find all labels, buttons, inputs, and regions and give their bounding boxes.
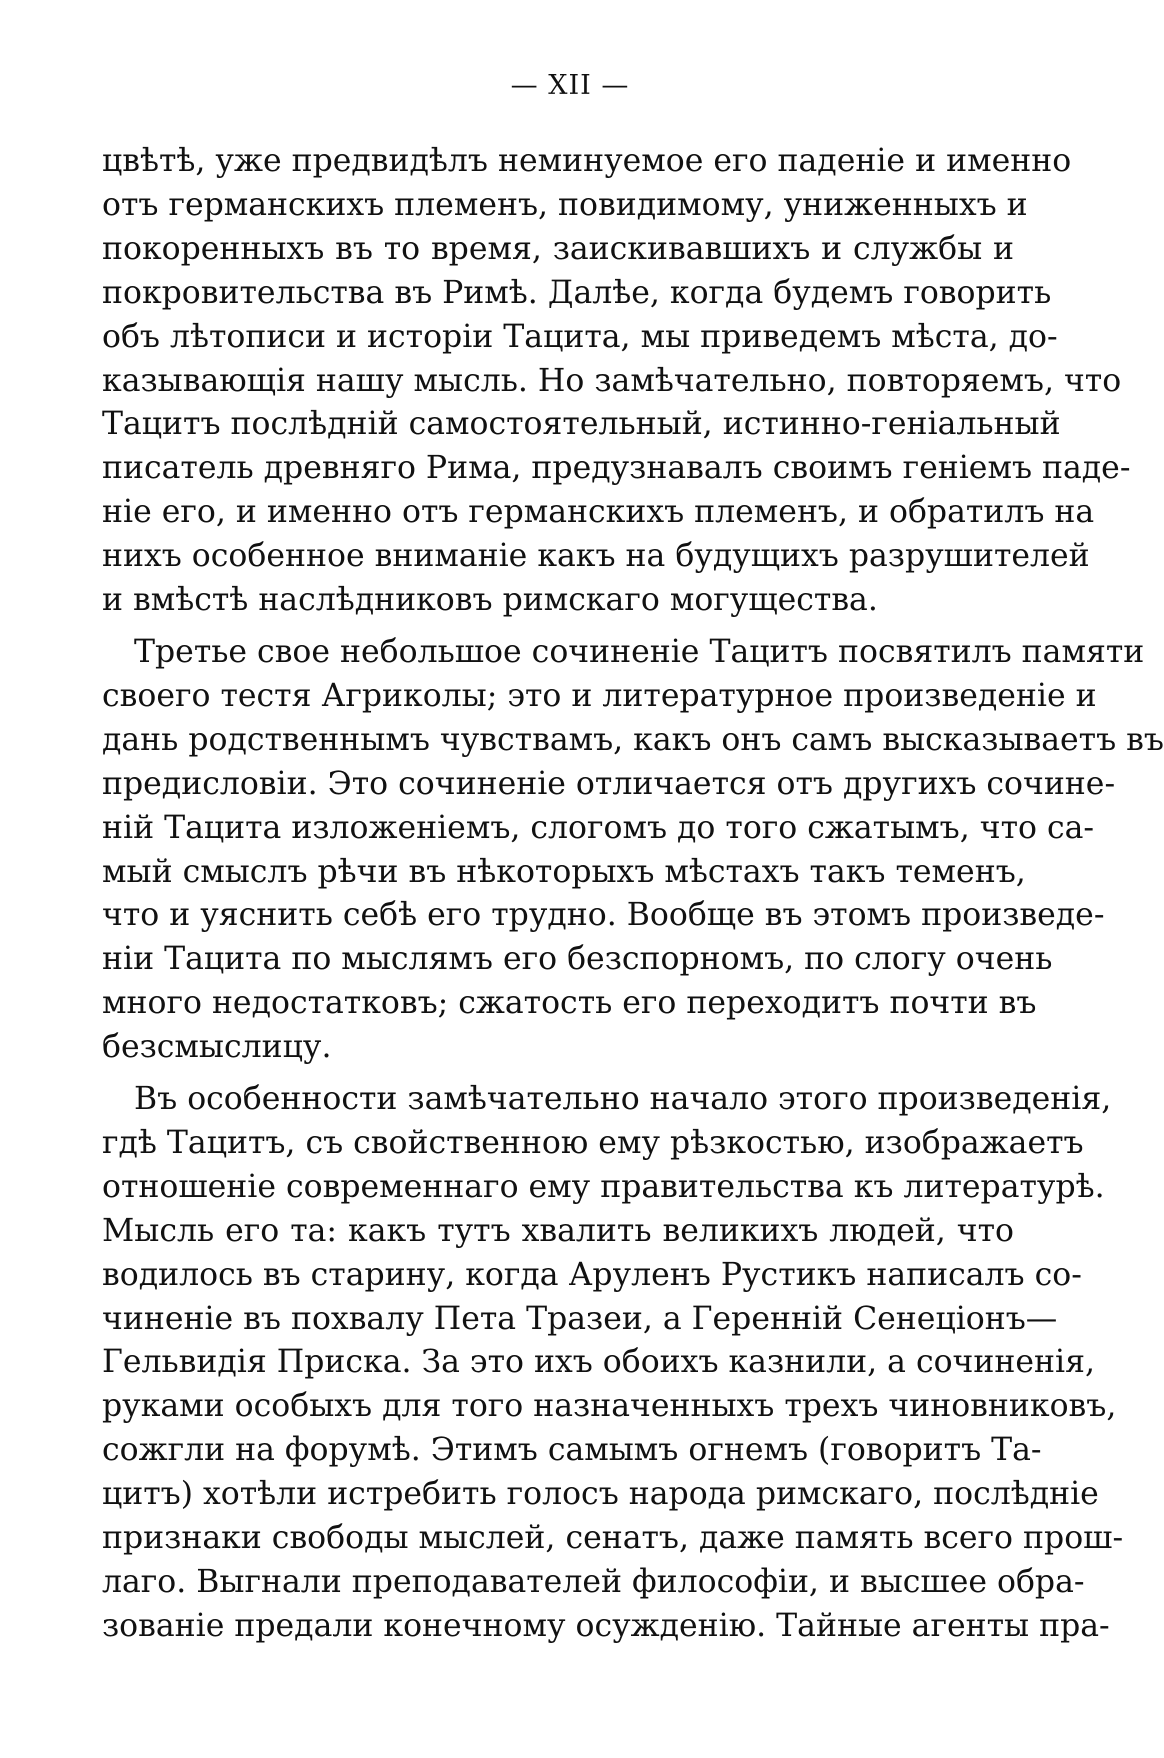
text-line: цвѣтѣ, уже предвидѣлъ неминуемое его паденіе и именно xyxy=(102,143,1072,179)
page-number-header: — XII — xyxy=(510,70,630,101)
text-line: цитъ) хотѣли истребить голосъ народа римскаго, послѣдніе xyxy=(102,1476,1099,1513)
text-line: отъ германскихъ племенъ, повидимому, униженныхъ и xyxy=(102,186,1028,223)
text-line: безсмыслицу. xyxy=(102,1029,332,1066)
text-line: ній Тацита изложеніемъ, слогомъ до того сжатымъ, что са- xyxy=(102,809,1095,846)
text-line: Мысль его та: какъ тутъ хвалить великихъ людей, что xyxy=(102,1212,1014,1249)
text-line: нихъ особенное вниманіе какъ на будущихъ разрушителей xyxy=(102,538,1090,575)
text-line: своего тестя Агриколы; это и литературное произведеніе и xyxy=(102,677,1097,714)
paragraph-1 xyxy=(102,140,1131,623)
text-line: отношеніе современнаго ему правительства къ литературѣ. xyxy=(102,1168,1105,1205)
text-line: писатель древняго Рима, предузнавалъ своимъ геніемъ паде- xyxy=(102,450,1131,487)
text-line: казывающія нашу мысль. Но замѣчательно, повторяемъ, что xyxy=(102,362,1122,399)
page-body xyxy=(102,140,1164,1649)
text-line: Третье свое небольшое сочиненіе Тацитъ посвятилъ памяти xyxy=(134,633,1145,670)
text-line: много недостатковъ; сжатость его переходитъ почти въ xyxy=(102,985,1037,1022)
text-line: что и уяснить себѣ его трудно. Вообще въ этомъ произведе- xyxy=(102,897,1105,934)
paragraph-2 xyxy=(102,631,1164,1070)
text-line: и вмѣстѣ наслѣдниковъ римскаго могущества. xyxy=(102,582,878,619)
text-line: Въ особенности замѣчательно начало этого произведенія, xyxy=(134,1081,1112,1118)
paragraph-3 xyxy=(102,1078,1124,1649)
text-line: признаки свободы мыслей, сенатъ, даже память всего прош- xyxy=(102,1520,1124,1557)
text-line: мый смыслъ рѣчи въ нѣкоторыхъ мѣстахъ такъ теменъ, xyxy=(102,853,1026,890)
text-line: чиненіе въ похвалу Пета Тразеи, а Геренній Сенеціонъ— xyxy=(102,1300,1058,1337)
text-line: объ лѣтописи и исторіи Тацита, мы приведемъ мѣста, до- xyxy=(102,318,1058,355)
text-line: дань родственнымъ чувствамъ, какъ онъ самъ высказываетъ въ xyxy=(102,721,1164,758)
text-line: Гельвидія Приска. За это ихъ обоихъ казнили, а сочиненія, xyxy=(102,1344,1095,1381)
text-line: покровительства въ Римѣ. Далѣе, когда будемъ говорить xyxy=(102,274,1052,311)
text-line: предисловіи. Это сочиненіе отличается отъ другихъ сочине- xyxy=(102,765,1116,802)
text-line: Тацитъ послѣдній самостоятельный, истинно-геніальный xyxy=(102,406,1061,443)
text-line: ніи Тацита по мыслямъ его безспорномъ, по слогу очень xyxy=(102,941,1053,978)
text-line: гдѣ Тацитъ, съ свойственною ему рѣзкостью, изображаетъ xyxy=(102,1124,1084,1161)
text-line: покоренныхъ въ то время, заискивавшихъ и службы и xyxy=(102,230,1014,267)
text-line: зованіе предали конечному осужденію. Тайные агенты пра- xyxy=(102,1607,1110,1644)
text-line: ніе его, и именно отъ германскихъ племенъ, и обратилъ на xyxy=(102,494,1095,531)
text-line: лаго. Выгнали преподавателей философіи, и высшее обра- xyxy=(102,1564,1085,1600)
text-line: руками особыхъ для того назначенныхъ трехъ чиновниковъ, xyxy=(102,1388,1117,1425)
text-line: водилось въ старину, когда Аруленъ Рустикъ написалъ со- xyxy=(102,1256,1082,1293)
text-line: сожгли на форумѣ. Этимъ самымъ огнемъ (говоритъ Та- xyxy=(102,1432,1042,1469)
